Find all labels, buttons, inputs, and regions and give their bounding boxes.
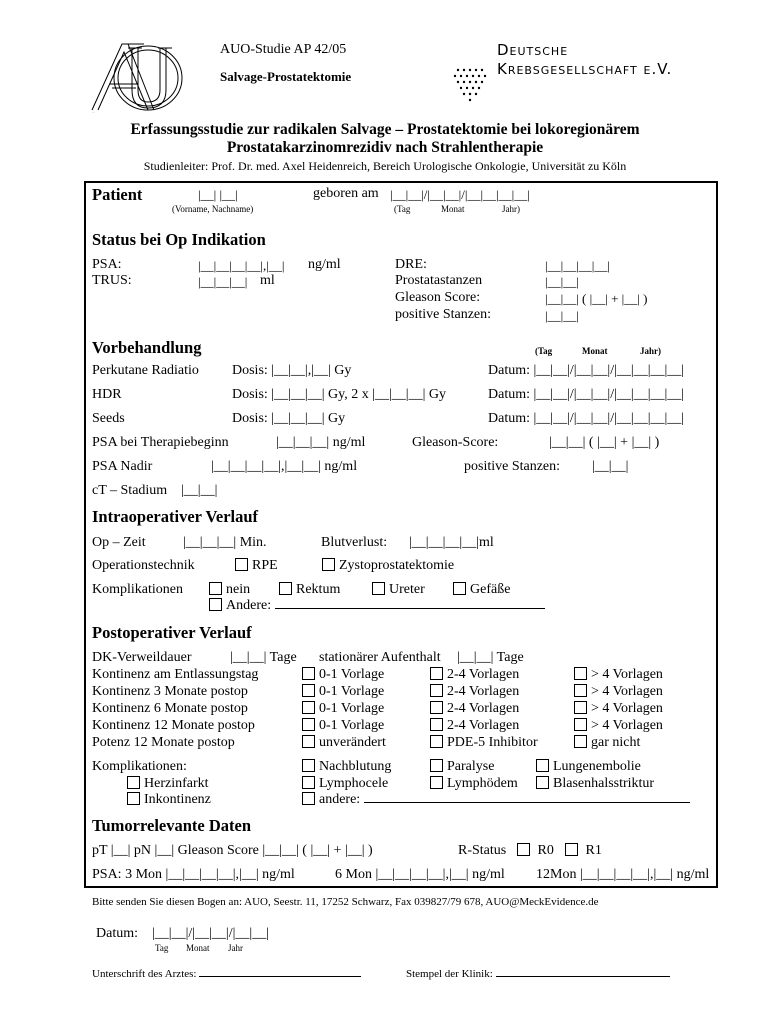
andere-line[interactable]	[275, 608, 545, 609]
opt1-label: 0-1 Vorlage	[319, 701, 385, 716]
opt3-label: > 4 Vorlagen	[591, 684, 663, 699]
inkontinenz-checkbox[interactable]	[127, 792, 140, 805]
born-hint-year: Jahr)	[502, 204, 520, 214]
rektum-option[interactable]	[279, 582, 340, 598]
post-andere-label: andere:	[319, 792, 361, 807]
opt3-checkbox[interactable]	[574, 684, 587, 697]
opt1-checkbox[interactable]	[302, 718, 315, 731]
nein-label: nein	[226, 582, 251, 597]
opt2-checkbox[interactable]	[430, 735, 443, 748]
inkontinenz-option[interactable]	[127, 792, 211, 808]
zysto-checkbox[interactable]	[322, 558, 335, 571]
dkg-dot-logo	[452, 66, 490, 107]
opt2-checkbox[interactable]	[430, 701, 443, 714]
initials-field[interactable]: |__| |__|	[198, 187, 238, 202]
rpe-checkbox[interactable]	[235, 558, 248, 571]
psa-unit: ng/ml	[308, 257, 341, 272]
lungenembolie-label: Lungenembolie	[553, 759, 641, 774]
nachblutung-option[interactable]	[302, 759, 391, 775]
postop-row-opt1[interactable]	[302, 684, 384, 700]
dk-label: DK-Verweildauer	[92, 650, 192, 665]
opt3-checkbox[interactable]	[574, 667, 587, 680]
postop-row-opt2[interactable]	[430, 735, 538, 751]
paralyse-option[interactable]	[430, 759, 494, 775]
opt2-checkbox[interactable]	[430, 684, 443, 697]
org-name-line2: Krebsgesellschaft e.V.	[497, 60, 673, 78]
ureter-checkbox[interactable]	[372, 582, 385, 595]
zysto-option[interactable]	[322, 558, 454, 574]
gefaesse-label: Gefäße	[470, 582, 511, 597]
title-line1: Erfassungsstudie zur radikalen Salvage – Prostatektomie bei lokoregionärem	[130, 121, 640, 138]
prostata-field[interactable]: |__|__|	[545, 274, 579, 289]
born-hint-month: Monat	[441, 204, 465, 214]
study-id: AUO-Studie AP 42/05	[220, 42, 347, 57]
logo-letters: AUO	[92, 113, 95, 114]
intra-kompl-label: Komplikationen	[92, 582, 183, 597]
herzinfarkt-label: Herzinfarkt	[144, 776, 209, 791]
nachblutung-checkbox[interactable]	[302, 759, 315, 772]
rpe-label: RPE	[252, 558, 278, 573]
opt3-label: > 4 Vorlagen	[591, 701, 663, 716]
title-line2: Prostatakarzinomrezidiv nach Strahlentherapie	[226, 139, 544, 156]
postop-row-label: Kontinenz am Entlassungstag	[92, 667, 259, 682]
ureter-option[interactable]	[372, 582, 425, 598]
opt1-checkbox[interactable]	[302, 684, 315, 697]
vb-gleason-label: Gleason-Score:	[412, 435, 499, 450]
post-andere-option[interactable]	[302, 792, 690, 808]
vb-pos-stanzen-field[interactable]: |__|__|	[592, 459, 629, 474]
opt1-label: unverändert	[319, 735, 386, 750]
zysto-label: Zystoprostatektomie	[339, 558, 455, 573]
postop-row-opt3[interactable]	[574, 718, 663, 734]
stamp-label: Stempel der Klinik:	[406, 968, 493, 980]
r1-label: R1	[585, 843, 602, 858]
opt2-label: 2-4 Vorlagen	[447, 718, 520, 733]
r0-label: R0	[537, 843, 554, 858]
opt1-checkbox[interactable]	[302, 735, 315, 748]
post-kompl-label: Komplikationen:	[92, 759, 187, 774]
opt1-label: 0-1 Vorlage	[319, 667, 385, 682]
postop-row-opt2[interactable]	[430, 701, 519, 717]
perk-label: Perkutane Radiatio	[92, 363, 199, 378]
seeds-label: Seeds	[92, 411, 125, 426]
lungenembolie-checkbox[interactable]	[536, 759, 549, 772]
vb-hint-year: Jahr)	[640, 346, 661, 356]
trus-unit: ml	[260, 273, 275, 288]
blasenhals-checkbox[interactable]	[536, 776, 549, 789]
ct-field[interactable]: |__|__|	[181, 483, 218, 498]
r0-option[interactable]	[517, 843, 554, 859]
datum-label: Datum:	[96, 926, 138, 941]
section-intraop: Intraoperativer Verlauf	[92, 507, 259, 526]
seeds-dose[interactable]: Dosis: |__|__|__| Gy	[232, 411, 346, 426]
positive-field[interactable]: |__|__|	[545, 308, 579, 323]
datum-hint-year: Jahr	[228, 943, 243, 953]
opt2-label: 2-4 Vorlagen	[447, 701, 520, 716]
psa-12mon[interactable]: 12Mon |__|__|__|__|,|__| ng/ml	[536, 867, 710, 882]
born-field[interactable]: |__|__|/|__|__|/|__|__|__|__|	[390, 187, 530, 202]
psa-field[interactable]: |__|__|__|__|,|__|	[198, 258, 285, 273]
technik-label: Operationstechnik	[92, 558, 195, 573]
signature-label: Unterschrift des Arztes:	[92, 968, 197, 980]
lymphocele-option[interactable]	[302, 776, 388, 792]
ureter-label: Ureter	[389, 582, 425, 597]
opt1-checkbox[interactable]	[302, 667, 315, 680]
ct-label: cT – Stadium	[92, 483, 168, 498]
post-andere-line[interactable]	[364, 802, 690, 803]
opt1-label: 0-1 Vorlage	[319, 684, 385, 699]
section-postop: Postoperativer Verlauf	[92, 623, 252, 642]
paralyse-checkbox[interactable]	[430, 759, 443, 772]
born-label: geboren am	[313, 186, 379, 201]
opt3-checkbox[interactable]	[574, 718, 587, 731]
post-andere-checkbox[interactable]	[302, 792, 315, 805]
section-status: Status bei Op Indikation	[92, 230, 266, 249]
section-patient: Patient	[92, 185, 143, 204]
rstatus-label: R-Status	[458, 843, 507, 858]
psa-6mon[interactable]: 6 Mon |__|__|__|__|,|__| ng/ml	[335, 867, 505, 882]
vb-hint-month: Monat	[582, 346, 608, 356]
r1-checkbox[interactable]	[565, 843, 578, 856]
opt3-label: > 4 Vorlagen	[591, 667, 663, 682]
dre-label: DRE:	[395, 257, 427, 272]
auo-logo-graphic	[88, 38, 184, 114]
postop-row-opt3[interactable]	[574, 701, 663, 717]
trus-field[interactable]: |__|__|__|	[198, 274, 248, 289]
study-name: Salvage-Prostatektomie	[220, 69, 352, 84]
section-tumor: Tumorrelevante Daten	[92, 816, 252, 835]
trus-label: TRUS:	[92, 273, 132, 288]
rpe-option[interactable]	[235, 558, 278, 574]
datum-hint-month: Monat	[186, 943, 210, 953]
postop-row-opt1[interactable]	[302, 667, 384, 683]
opzeit-label: Op – Zeit	[92, 535, 146, 550]
r0-checkbox[interactable]	[517, 843, 530, 856]
lymphoedem-label: Lymphödem	[447, 776, 518, 791]
postop-row-opt2[interactable]	[430, 667, 519, 683]
datum-field[interactable]: |__|__|/|__|__|/|__|__|	[152, 926, 270, 941]
opt2-label: 2-4 Vorlagen	[447, 684, 520, 699]
dkg-dot-icon	[452, 66, 490, 102]
perk-dose[interactable]: Dosis: |__|__|,|__| Gy	[232, 363, 352, 378]
postop-row-label: Kontinenz 3 Monate postop	[92, 684, 248, 699]
opt3-checkbox[interactable]	[574, 735, 587, 748]
postop-row-opt3[interactable]	[574, 735, 640, 751]
lungenembolie-option[interactable]	[536, 759, 641, 775]
postop-row-label: Kontinenz 6 Monate postop	[92, 701, 248, 716]
inkontinenz-label: Inkontinenz	[144, 792, 211, 807]
psa-nadir-field[interactable]: |__|__|__|__|,|__|__| ng/ml	[211, 459, 358, 474]
herzinfarkt-option[interactable]	[127, 776, 209, 792]
opt3-checkbox[interactable]	[574, 701, 587, 714]
signature-line[interactable]	[199, 976, 361, 977]
stamp-line[interactable]	[496, 976, 670, 977]
andere-option[interactable]	[209, 598, 545, 614]
opt2-label: 2-4 Vorlagen	[447, 667, 520, 682]
psa-3mon[interactable]: PSA: 3 Mon |__|__|__|__|,|__| ng/ml	[92, 867, 295, 882]
gleason-label: Gleason Score:	[395, 290, 481, 305]
postop-row-opt1[interactable]	[302, 701, 384, 717]
herzinfarkt-checkbox[interactable]	[127, 776, 140, 789]
paralyse-label: Paralyse	[447, 759, 495, 774]
opt1-label: 0-1 Vorlage	[319, 718, 385, 733]
pt-line[interactable]: pT |__| pN |__| Gleason Score |__|__| ( |__| + |__| )	[92, 843, 373, 858]
postop-row-opt1[interactable]	[302, 735, 386, 751]
psa-begin-field[interactable]: |__|__|__| ng/ml	[276, 435, 366, 450]
blut-label: Blutverlust:	[321, 535, 388, 550]
postop-row-opt2[interactable]	[430, 684, 519, 700]
psa-begin-label: PSA bei Therapiebeginn	[92, 435, 229, 450]
vb-gleason-field[interactable]: |__|__| ( |__| + |__| )	[549, 435, 660, 450]
opt2-checkbox[interactable]	[430, 667, 443, 680]
lymphocele-checkbox[interactable]	[302, 776, 315, 789]
rektum-checkbox[interactable]	[279, 582, 292, 595]
stat-label: stationärer Aufenthalt	[319, 650, 441, 665]
postop-row-opt3[interactable]	[574, 667, 663, 683]
initials-hint: (Vorname, Nachname)	[172, 204, 254, 214]
blasenhals-label: Blasenhalsstriktur	[553, 776, 655, 791]
lymphoedem-option[interactable]	[430, 776, 518, 792]
datum-hint-day: Tag	[155, 943, 169, 953]
opt2-label: PDE-5 Inhibitor	[447, 735, 538, 750]
postop-row-opt1[interactable]	[302, 718, 384, 734]
vb-hint-day: (Tag	[535, 346, 553, 356]
andere-checkbox[interactable]	[209, 598, 222, 611]
opt1-checkbox[interactable]	[302, 701, 315, 714]
gefaesse-option[interactable]	[453, 582, 510, 598]
hdr-label: HDR	[92, 387, 122, 402]
section-vorbehandlung: Vorbehandlung	[92, 338, 202, 357]
psa-label: PSA:	[92, 257, 122, 272]
blut-field[interactable]: |__|__|__|__|ml	[409, 535, 494, 550]
born-hint-day: (Tag	[394, 204, 411, 214]
auo-logo	[88, 38, 184, 114]
hdr-dose[interactable]: Dosis: |__|__|__| Gy, 2 x |__|__|__| Gy	[232, 387, 447, 402]
opt2-checkbox[interactable]	[430, 718, 443, 731]
postop-row-label: Potenz 12 Monate postop	[92, 735, 235, 750]
r1-option[interactable]	[565, 843, 602, 859]
rektum-label: Rektum	[296, 582, 341, 597]
postop-row-opt2[interactable]	[430, 718, 519, 734]
gefaesse-checkbox[interactable]	[453, 582, 466, 595]
lymphocele-label: Lymphocele	[319, 776, 389, 791]
andere-label: Andere:	[226, 598, 272, 613]
stat-field[interactable]: |__|__| Tage	[457, 650, 524, 665]
prostata-label: Prostatastanzen	[395, 273, 483, 288]
blasenhals-option[interactable]	[536, 776, 654, 792]
signature-row	[92, 968, 361, 980]
nein-option[interactable]	[209, 582, 250, 598]
psa-nadir-label: PSA Nadir	[92, 459, 153, 474]
study-leader: Studienleiter: Prof. Dr. med. Axel Heidenreich, Bereich Urologische Onkologie, Universität zu Köln	[143, 159, 627, 173]
hdr-date[interactable]: Datum: |__|__|/|__|__|/|__|__|__|__|	[488, 387, 685, 402]
positive-label: positive Stanzen:	[395, 307, 492, 322]
perk-date[interactable]: Datum: |__|__|/|__|__|/|__|__|__|__|	[488, 363, 685, 378]
vb-pos-stanzen-label: positive Stanzen:	[464, 459, 561, 474]
opt3-label: > 4 Vorlagen	[591, 718, 663, 733]
stamp-row	[406, 968, 670, 980]
dre-field[interactable]: |__|__|__|__|	[545, 258, 611, 273]
gleason-field[interactable]: |__|__| ( |__| + |__| )	[545, 291, 648, 306]
seeds-date[interactable]: Datum: |__|__|/|__|__|/|__|__|__|__|	[488, 411, 685, 426]
nein-checkbox[interactable]	[209, 582, 222, 595]
postop-row-opt3[interactable]	[574, 684, 663, 700]
lymphoedem-checkbox[interactable]	[430, 776, 443, 789]
org-name-line1: Deutsche	[497, 41, 569, 59]
dk-field[interactable]: |__|__| Tage	[230, 650, 297, 665]
postop-row-label: Kontinenz 12 Monate postop	[92, 718, 255, 733]
nachblutung-label: Nachblutung	[319, 759, 392, 774]
send-to: Bitte senden Sie diesen Bogen an: AUO, Seestr. 11, 17252 Schwarz, Fax 039827/79 678, AUO@MeckEvidence.de	[92, 896, 599, 908]
opt3-label: gar nicht	[591, 735, 641, 750]
opzeit-field[interactable]: |__|__|__| Min.	[183, 535, 267, 550]
